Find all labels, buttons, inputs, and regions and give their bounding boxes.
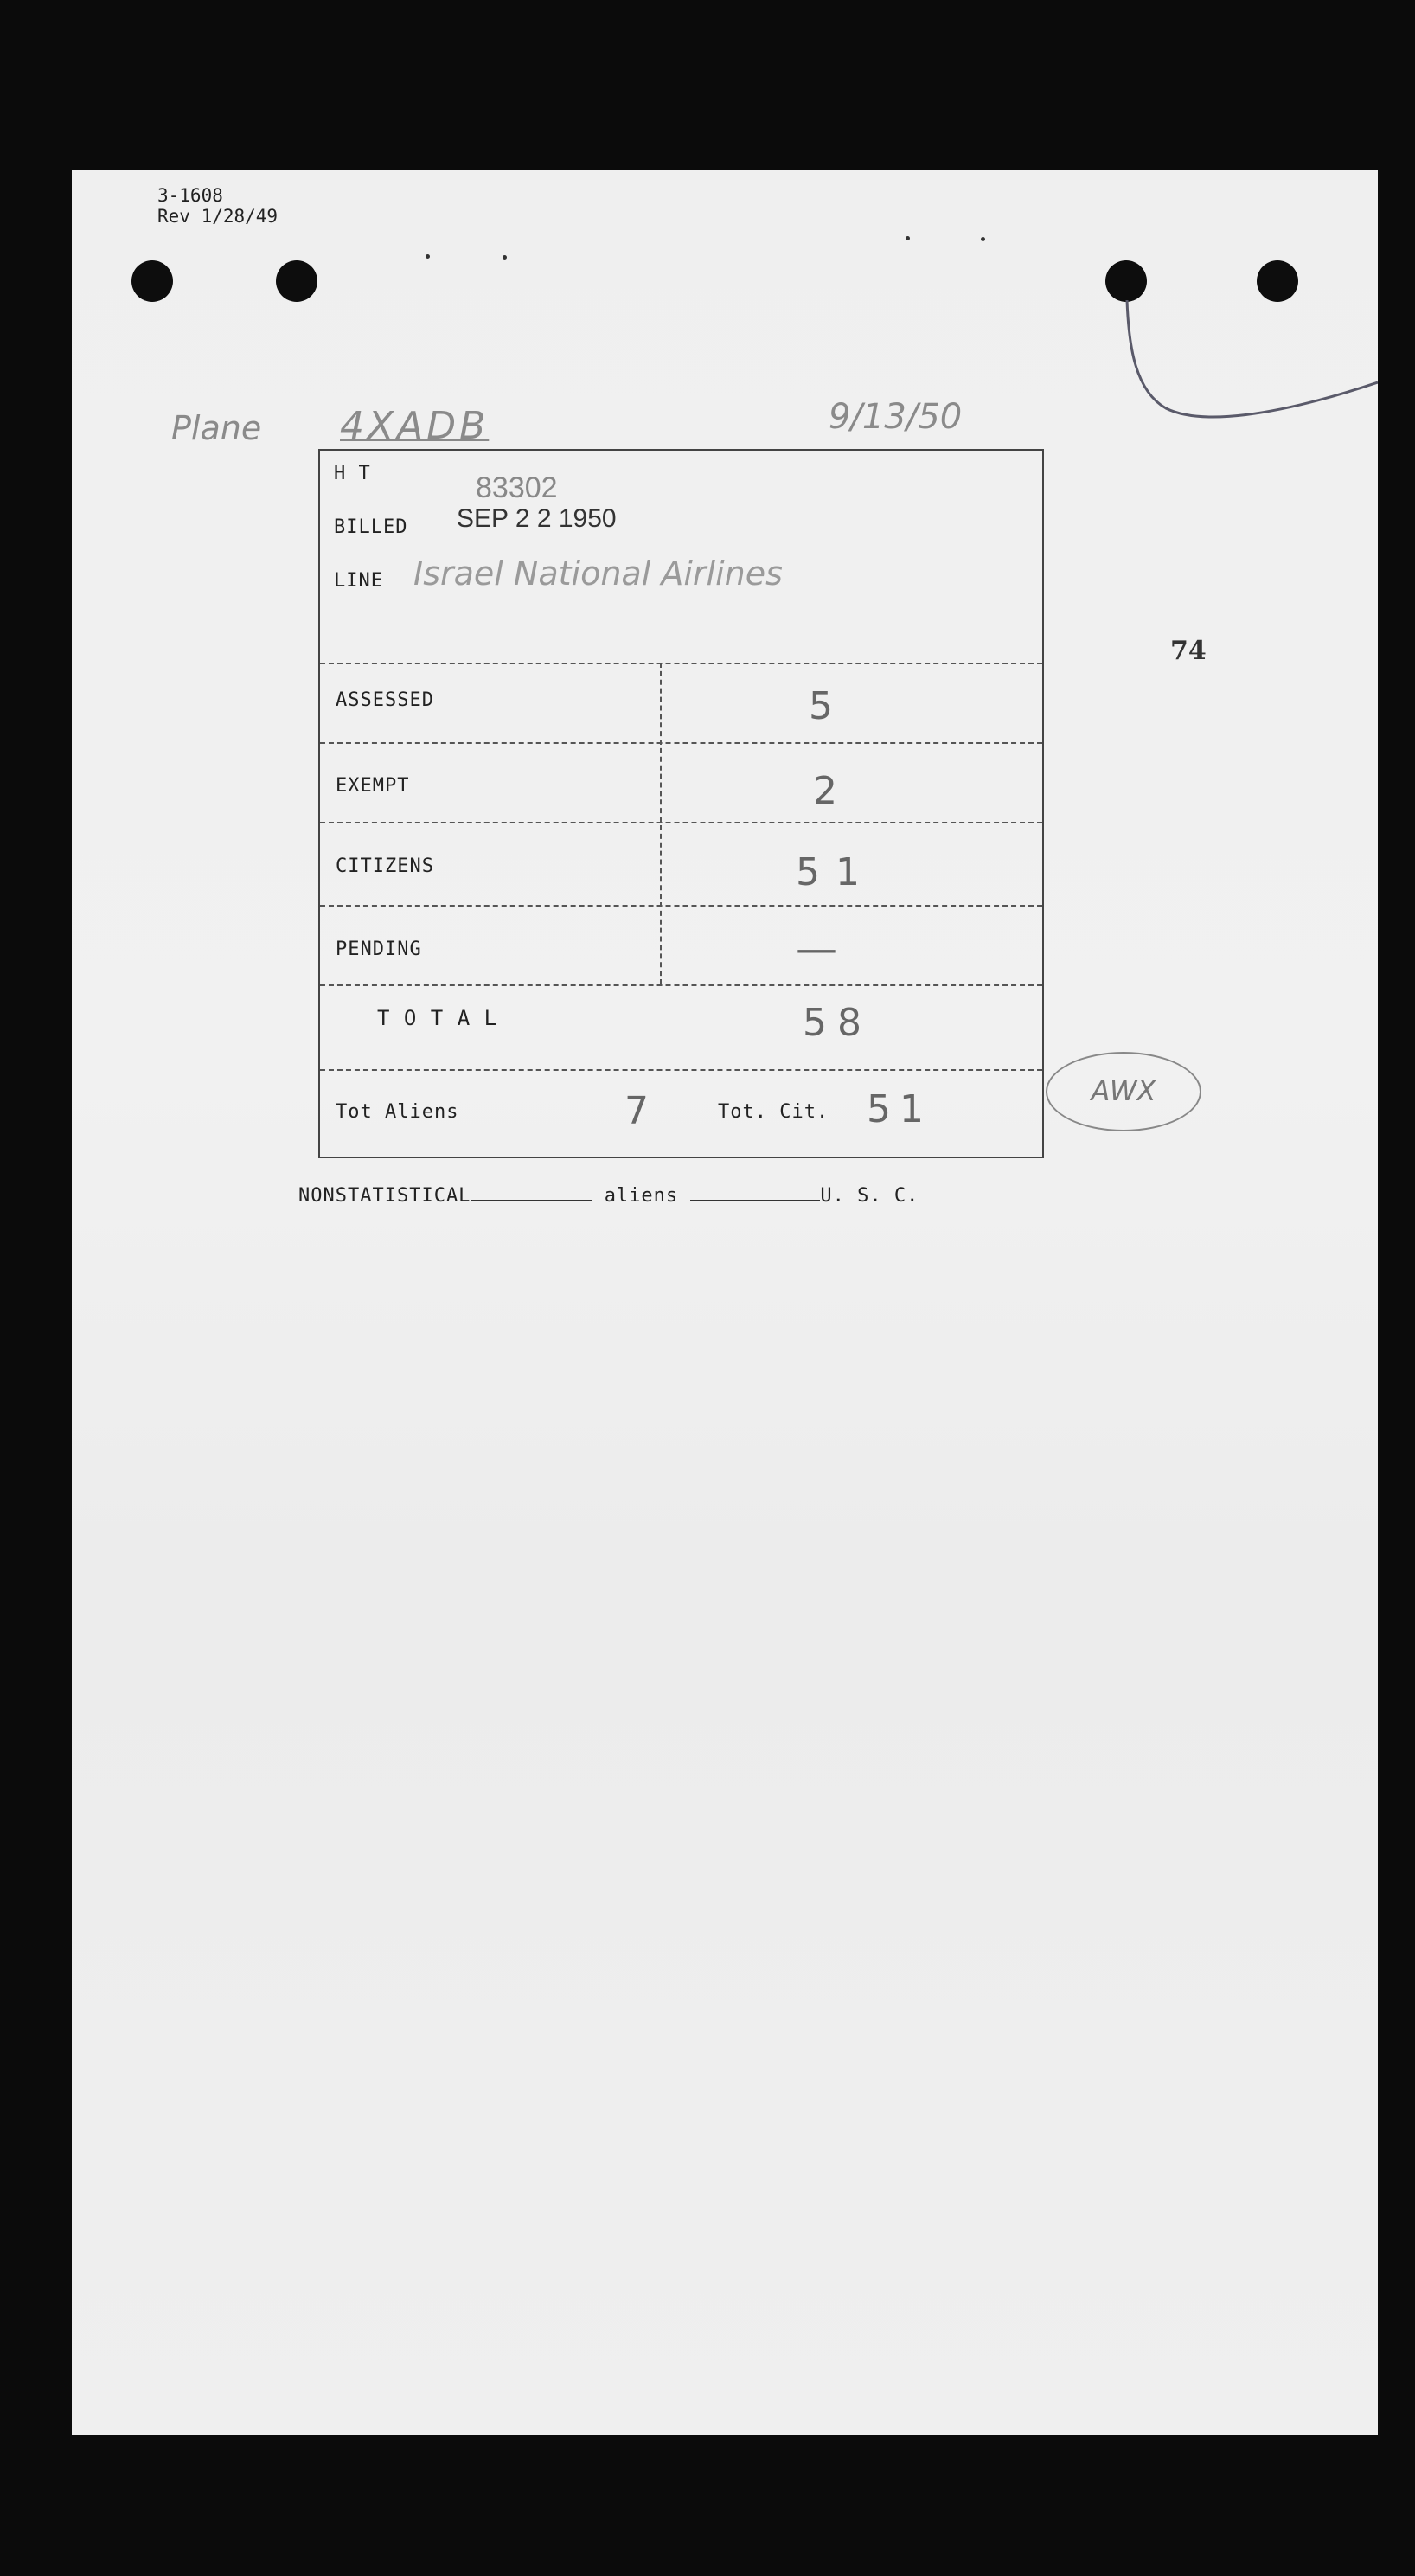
citizens-label: CITIZENS	[336, 855, 434, 877]
billed-date-stamp: SEP 2 2 1950	[457, 504, 617, 533]
row-divider	[320, 742, 1042, 744]
row-divider	[320, 663, 1042, 664]
form-code: 3-1608	[157, 185, 223, 206]
exempt-value: 2	[813, 769, 837, 813]
plane-number-handwritten: 4XADB	[340, 404, 490, 448]
pending-label: PENDING	[336, 939, 422, 960]
form-revision: Rev 1/28/49	[157, 206, 279, 227]
paper-speck	[503, 255, 507, 260]
column-divider	[660, 663, 662, 984]
total-value: 58	[803, 1001, 872, 1045]
nonstatistical-line	[298, 1182, 919, 1207]
nonstatistical-blank	[471, 1182, 592, 1201]
total-citizens-label: Tot. Cit.	[718, 1101, 829, 1123]
paper-speck	[906, 236, 910, 240]
document-sheet	[72, 170, 1378, 2435]
manifest-summary-table	[318, 449, 1044, 1158]
row-divider	[320, 822, 1042, 823]
punch-hole	[131, 260, 173, 302]
form-code-block	[157, 185, 278, 227]
plane-label-handwritten: Plane	[171, 409, 262, 447]
citizens-value: 51	[796, 850, 875, 894]
assessed-value: 5	[809, 684, 833, 728]
line-label: LINE	[334, 570, 383, 592]
line-name-handwritten: Israel National Airlines	[413, 554, 783, 593]
total-aliens-label: Tot Aliens	[336, 1101, 459, 1123]
initials-circle	[1046, 1052, 1201, 1131]
paper-speck	[981, 237, 985, 241]
row-divider	[320, 905, 1042, 907]
assessed-label: ASSESSED	[336, 689, 434, 711]
row-divider	[320, 1069, 1042, 1071]
aliens-blank	[690, 1182, 820, 1201]
ht-number: 83302	[476, 471, 558, 504]
total-label: T O T A L	[377, 1006, 498, 1030]
total-citizens-value: 51	[867, 1087, 932, 1131]
paper-speck	[426, 254, 430, 259]
row-divider	[320, 984, 1042, 986]
billed-label: BILLED	[334, 516, 408, 538]
usc-label: U. S. C.	[820, 1185, 919, 1207]
exempt-label: EXEMPT	[336, 775, 410, 797]
pen-stroke-mark	[1118, 296, 1378, 469]
nonstatistical-label: NONSTATISTICAL	[298, 1185, 471, 1207]
aliens-label: aliens	[604, 1185, 679, 1207]
date-handwritten: 9/13/50	[829, 397, 963, 437]
pending-value: —	[796, 925, 837, 973]
punch-hole	[276, 260, 317, 302]
ht-label: H T	[334, 463, 371, 484]
initials-handwritten: AWX	[1091, 1074, 1156, 1107]
total-aliens-value: 7	[624, 1089, 649, 1133]
page-number: 74	[1170, 636, 1207, 666]
